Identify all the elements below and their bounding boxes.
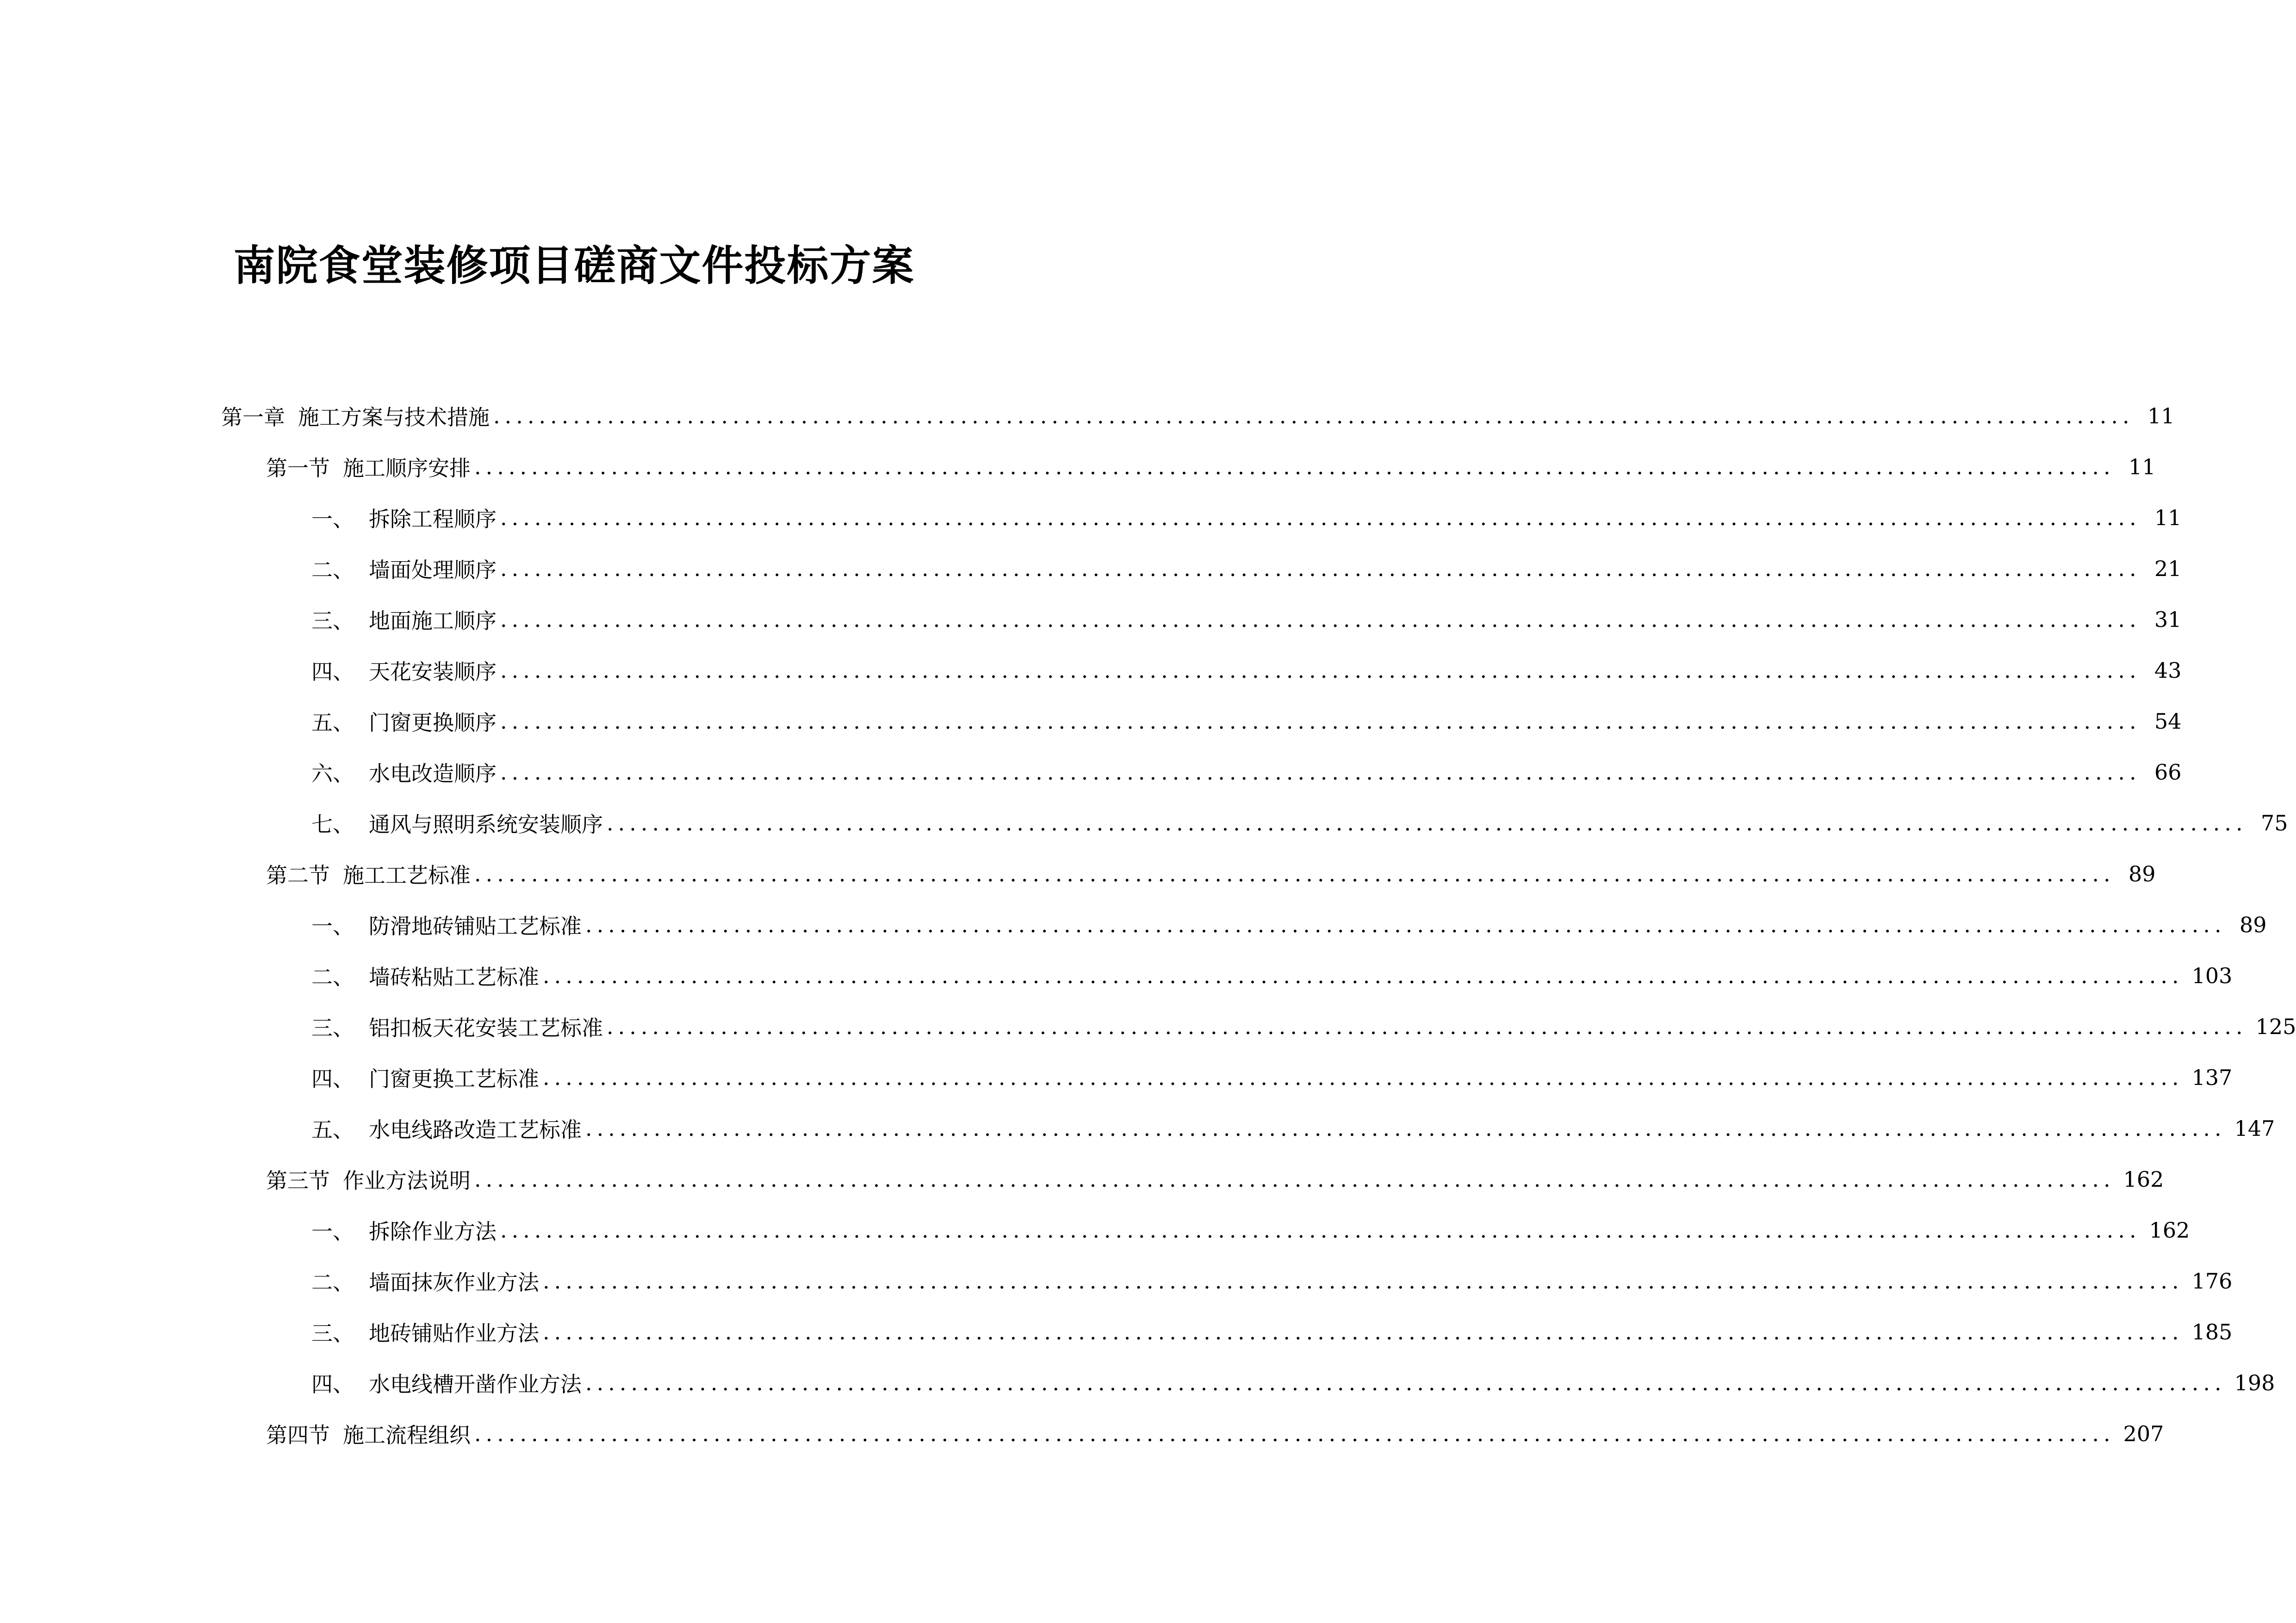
toc-entry[interactable] — [311, 1256, 2233, 1307]
toc-page-number: 176 — [2191, 1269, 2233, 1294]
toc-entry-title: 墙砖粘贴工艺标准 — [369, 965, 539, 990]
toc-page-number: 31 — [2154, 607, 2182, 632]
toc-page-number: 125 — [2255, 1014, 2296, 1039]
toc-dot-leader: ................................................................................................................................................ — [500, 505, 2141, 530]
toc-entry-title: 作业方法说明 — [343, 1168, 471, 1193]
toc-entry-number: 第一章 — [221, 405, 285, 430]
toc-page-number: 162 — [2123, 1167, 2164, 1192]
toc-entry-number: 第一节 — [266, 456, 330, 481]
toc-entry-title: 施工流程组织 — [343, 1423, 471, 1448]
toc-page-number: 162 — [2149, 1218, 2190, 1243]
toc-entry-title: 水电线槽开凿作业方法 — [369, 1372, 582, 1397]
toc-dot-leader: ................................................................................................................................................ — [585, 1116, 2226, 1141]
toc-entry[interactable] — [311, 1001, 2296, 1052]
toc-entry-number: 一、 — [311, 914, 354, 939]
toc-entry-number: 四、 — [311, 1372, 354, 1397]
toc-entry-title: 天花安装顺序 — [369, 659, 496, 684]
toc-page-number: 198 — [2234, 1370, 2275, 1395]
toc-entry-title: 门窗更换工艺标准 — [369, 1066, 539, 1091]
toc-entry-title: 地砖铺贴作业方法 — [369, 1321, 539, 1346]
toc-dot-leader: ................................................................................................................................................ — [543, 1319, 2184, 1344]
toc-entry[interactable] — [266, 1154, 2164, 1205]
toc-entry-title: 水电线路改造工艺标准 — [369, 1117, 582, 1142]
toc-page-number: 89 — [2240, 912, 2267, 937]
toc-entry[interactable] — [266, 849, 2156, 899]
toc-entry[interactable] — [311, 899, 2267, 950]
toc-dot-leader: ................................................................................................................................................ — [500, 607, 2141, 632]
toc-dot-leader: ................................................................................................................................................ — [585, 912, 2226, 937]
toc-entry[interactable] — [311, 645, 2182, 696]
toc-entry-number: 五、 — [311, 710, 354, 735]
toc-entry-title: 墙面抹灰作业方法 — [369, 1270, 539, 1295]
toc-dot-leader: ................................................................................................................................................ — [500, 760, 2141, 785]
toc-entry-number: 第二节 — [266, 863, 330, 888]
toc-entry[interactable] — [311, 798, 2288, 849]
toc-entry-number: 第四节 — [266, 1423, 330, 1448]
toc-entry-number: 四、 — [311, 1066, 354, 1091]
toc-dot-leader: ................................................................................................................................................ — [500, 556, 2141, 581]
toc-entry-title: 拆除工程顺序 — [369, 507, 496, 532]
toc-dot-leader: ................................................................................................................................................ — [500, 1218, 2141, 1243]
toc-page-number: 75 — [2261, 811, 2288, 836]
toc-entry[interactable] — [311, 747, 2182, 798]
toc-page-number: 89 — [2128, 861, 2156, 886]
toc-entry-title: 施工方案与技术措施 — [298, 405, 490, 430]
toc-page-number: 207 — [2123, 1421, 2164, 1446]
toc-entry-title: 门窗更换顺序 — [369, 710, 496, 735]
toc-entry-number: 四、 — [311, 659, 354, 684]
toc-entry-number: 一、 — [311, 1219, 354, 1244]
toc-page-number: 147 — [2234, 1116, 2275, 1141]
toc-dot-leader: ................................................................................................................................................ — [474, 1421, 2115, 1446]
toc-entry[interactable] — [311, 1205, 2190, 1256]
toc-entry[interactable] — [311, 1052, 2233, 1103]
toc-entry-number: 二、 — [311, 558, 354, 582]
toc-entry-number: 六、 — [311, 761, 354, 786]
toc-entry[interactable] — [266, 441, 2156, 492]
toc-page-number: 43 — [2154, 658, 2182, 683]
page-title: 南院食堂装修项目磋商文件投标方案 — [233, 242, 915, 290]
toc-entry-number: 三、 — [311, 1016, 354, 1041]
toc-dot-leader: ................................................................................................................................................ — [493, 403, 2134, 428]
toc-entry-title: 施工顺序安排 — [343, 456, 471, 481]
toc-entry-number: 二、 — [311, 1270, 354, 1295]
toc-entry-title: 地面施工顺序 — [369, 608, 496, 633]
toc-dot-leader: ................................................................................................................................................ — [543, 963, 2184, 988]
toc-dot-leader: ................................................................................................................................................ — [474, 454, 2115, 479]
toc-entry[interactable] — [311, 1357, 2275, 1408]
toc-entry-title: 墙面处理顺序 — [369, 558, 496, 582]
toc-dot-leader: ................................................................................................................................................ — [543, 1269, 2184, 1294]
toc-entry-number: 七、 — [311, 812, 354, 837]
toc-entry[interactable] — [221, 390, 2175, 441]
toc-page-number: 11 — [2128, 454, 2156, 479]
toc-entry-title: 通风与照明系统安装顺序 — [369, 812, 603, 837]
toc-page-number: 66 — [2154, 760, 2182, 785]
toc-entry-number: 二、 — [311, 965, 354, 990]
toc-entry-number: 第三节 — [266, 1168, 330, 1193]
toc-entry[interactable] — [266, 1408, 2164, 1459]
toc-entry-title: 施工工艺标准 — [343, 863, 471, 888]
toc-dot-leader: ................................................................................................................................................ — [500, 709, 2141, 734]
toc-dot-leader: ................................................................................................................................................ — [474, 861, 2115, 886]
toc-dot-leader: ................................................................................................................................................ — [500, 658, 2141, 683]
toc-dot-leader: ................................................................................................................................................ — [607, 811, 2247, 836]
toc-entry-title: 水电改造顺序 — [369, 761, 496, 786]
toc-page-number: 54 — [2154, 709, 2182, 734]
toc-page-number: 137 — [2191, 1065, 2233, 1090]
toc-page-number: 103 — [2191, 963, 2233, 988]
toc-entry-number: 三、 — [311, 608, 354, 633]
toc-dot-leader: ................................................................................................................................................ — [585, 1370, 2226, 1395]
toc-entry-title: 拆除作业方法 — [369, 1219, 496, 1244]
toc-entry-number: 五、 — [311, 1117, 354, 1142]
toc-entry[interactable] — [311, 1307, 2233, 1357]
toc-entry[interactable] — [311, 543, 2182, 594]
toc-entry-number: 一、 — [311, 507, 354, 532]
toc-entry[interactable] — [311, 950, 2233, 1001]
toc-page-number: 21 — [2154, 556, 2182, 581]
toc-dot-leader: ................................................................................................................................................ — [474, 1167, 2115, 1192]
toc-entry-number: 三、 — [311, 1321, 354, 1346]
toc-entry[interactable] — [311, 492, 2182, 543]
toc-page-number: 185 — [2191, 1319, 2233, 1344]
toc-dot-leader: ................................................................................................................................................ — [607, 1014, 2247, 1039]
toc-page-number: 11 — [2154, 505, 2182, 530]
toc-dot-leader: ................................................................................................................................................ — [543, 1065, 2184, 1090]
toc-entry[interactable] — [311, 594, 2182, 645]
toc-entry-title: 防滑地砖铺贴工艺标准 — [369, 914, 582, 939]
toc-entry[interactable] — [311, 696, 2182, 747]
toc-entry-title: 铝扣板天花安装工艺标准 — [369, 1016, 603, 1041]
toc-entry[interactable] — [311, 1103, 2275, 1154]
toc-page-number: 11 — [2147, 403, 2175, 428]
